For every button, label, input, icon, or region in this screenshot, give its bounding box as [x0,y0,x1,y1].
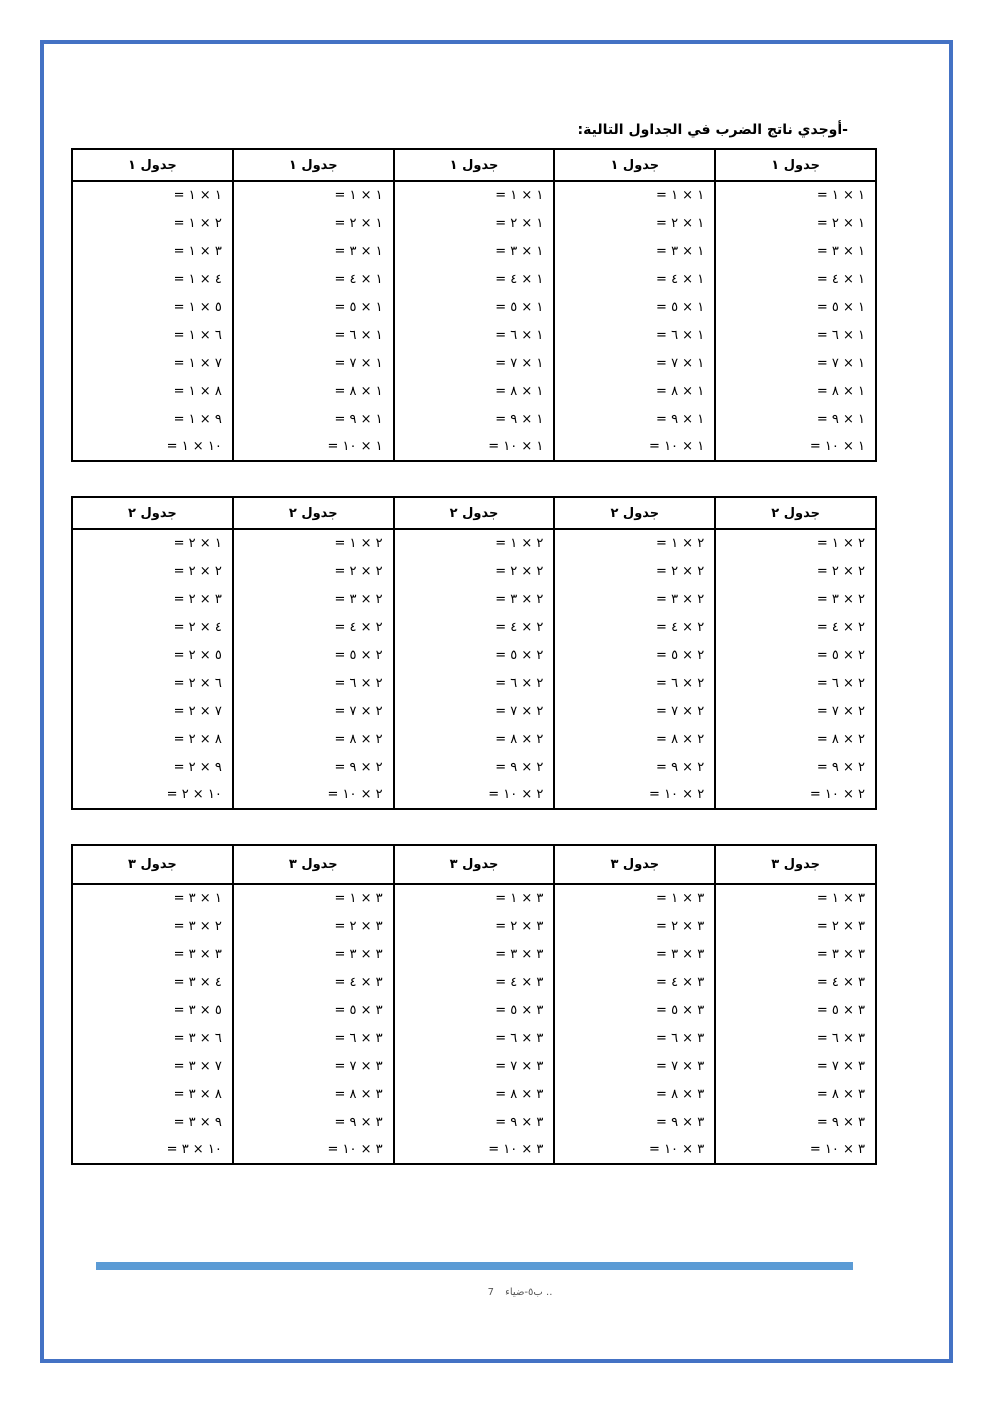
multiplication-cell[interactable]: ١ × ١٠ = [394,433,555,461]
table-header-row [72,845,876,884]
table-row [72,265,876,293]
multiplication-table-2 [71,496,877,810]
table-row [72,968,876,996]
multiplication-cell[interactable]: ٢ × ٩ = [554,753,715,781]
multiplication-cell[interactable]: ٣ × ١ = [715,884,876,912]
multiplication-cell[interactable]: ١٠ × ٢ = [72,781,233,809]
multiplication-cell[interactable]: ٢ × ٢ = [554,557,715,585]
multiplication-cell[interactable]: ٢ × ٦ = [233,669,394,697]
multiplication-cell[interactable]: ١ × ٤ = [394,265,555,293]
multiplication-cell[interactable]: ٢ × ١ = [233,529,394,557]
table-header-cell: جدول ١ [72,149,233,181]
multiplication-cell[interactable]: ٣ × ٢ = [394,912,555,940]
multiplication-cell[interactable]: ٦ × ١ = [72,321,233,349]
multiplication-cell[interactable]: ٣ × ٥ = [233,996,394,1024]
multiplication-cell[interactable]: ١ × ٥ = [233,293,394,321]
multiplication-cell[interactable]: ٣ × ٥ = [394,996,555,1024]
multiplication-cell[interactable]: ٧ × ١ = [72,349,233,377]
multiplication-cell[interactable]: ١ × ٤ = [233,265,394,293]
table-header-cell: جدول ٢ [72,497,233,529]
multiplication-cell[interactable]: ٣ × ٦ = [554,1024,715,1052]
multiplication-cell[interactable]: ٢ × ٣ = [72,912,233,940]
multiplication-cell[interactable]: ٨ × ١ = [72,377,233,405]
multiplication-cell[interactable]: ١ × ٧ = [715,349,876,377]
multiplication-cell[interactable]: ٢ × ٥ = [715,641,876,669]
multiplication-cell[interactable]: ٢ × ١٠ = [233,781,394,809]
multiplication-cell[interactable]: ١ × ١٠ = [554,433,715,461]
multiplication-cell[interactable]: ٣ × ٤ = [394,968,555,996]
multiplication-cell[interactable]: ٨ × ٢ = [72,725,233,753]
table-header-cell: جدول ١ [554,149,715,181]
multiplication-cell[interactable]: ٣ × ٢ = [715,912,876,940]
multiplication-cell[interactable]: ١ × ٩ = [554,405,715,433]
multiplication-cell[interactable]: ١٠ × ١ = [72,433,233,461]
multiplication-cell[interactable]: ٢ × ٢ = [715,557,876,585]
multiplication-cell[interactable]: ٣ × ٧ = [394,1052,555,1080]
table-row [72,697,876,725]
footer-divider [96,1262,853,1270]
table-row [72,912,876,940]
multiplication-cell[interactable]: ٣ × ١ = [394,884,555,912]
table-header-cell: جدول ٣ [554,845,715,884]
table-row [72,1024,876,1052]
multiplication-cell[interactable]: ١ × ٢ = [72,529,233,557]
multiplication-cell[interactable]: ١ × ٤ = [715,265,876,293]
multiplication-cell[interactable]: ٣ × ٦ = [394,1024,555,1052]
multiplication-table-1 [71,148,877,462]
multiplication-cell[interactable]: ١ × ٣ = [554,237,715,265]
multiplication-cell[interactable]: ٩ × ٣ = [72,1108,233,1136]
table-row [72,293,876,321]
multiplication-cell[interactable]: ٩ × ١ = [72,405,233,433]
multiplication-cell[interactable]: ١ × ١٠ = [715,433,876,461]
multiplication-cell[interactable]: ١ × ٥ = [715,293,876,321]
multiplication-cell[interactable]: ٢ × ٥ = [394,641,555,669]
multiplication-cell[interactable]: ١ × ٨ = [233,377,394,405]
multiplication-cell[interactable]: ٣ × ٨ = [715,1080,876,1108]
table-row [72,405,876,433]
table-header-cell: جدول ١ [715,149,876,181]
table-row [72,1136,876,1164]
table-header-cell: جدول ٣ [233,845,394,884]
multiplication-cell[interactable]: ١ × ٩ = [233,405,394,433]
multiplication-cell[interactable]: ١ × ٦ = [715,321,876,349]
multiplication-cell[interactable]: ١ × ٨ = [554,377,715,405]
multiplication-cell[interactable]: ١ × ٧ = [394,349,555,377]
multiplication-cell[interactable]: ٢ × ٢ = [233,557,394,585]
multiplication-cell[interactable]: ٣ × ٣ = [72,940,233,968]
table-header-row [72,497,876,529]
multiplication-cell[interactable]: ١٠ × ٣ = [72,1136,233,1164]
multiplication-cell[interactable]: ٢ × ٨ = [233,725,394,753]
multiplication-cell[interactable]: ١ × ٧ = [233,349,394,377]
multiplication-cell[interactable]: ١ × ٣ = [715,237,876,265]
multiplication-cell[interactable]: ٢ × ٣ = [554,585,715,613]
multiplication-cell[interactable]: ١ × ١٠ = [233,433,394,461]
multiplication-cell[interactable]: ٢ × ٧ = [394,697,555,725]
multiplication-cell[interactable]: ٣ × ٩ = [715,1108,876,1136]
multiplication-cell[interactable]: ٢ × ٧ = [554,697,715,725]
multiplication-cell[interactable]: ١ × ١ = [554,181,715,209]
multiplication-cell[interactable]: ١ × ٨ = [394,377,555,405]
multiplication-cell[interactable]: ٢ × ٦ = [394,669,555,697]
multiplication-cell[interactable]: ٢ × ٨ = [394,725,555,753]
multiplication-cell[interactable]: ٤ × ٢ = [72,613,233,641]
multiplication-cell[interactable]: ٦ × ٢ = [72,669,233,697]
table-row [72,181,876,209]
table-row [72,781,876,809]
multiplication-cell[interactable]: ٢ × ٣ = [715,585,876,613]
multiplication-cell[interactable]: ٢ × ٦ = [715,669,876,697]
multiplication-cell[interactable]: ٢ × ٨ = [715,725,876,753]
multiplication-cell[interactable]: ٨ × ٣ = [72,1080,233,1108]
multiplication-cell[interactable]: ٣ × ٢ = [72,585,233,613]
multiplication-cell[interactable]: ٣ × ١ = [233,884,394,912]
table-header-cell: جدول ٢ [394,497,555,529]
table-header-cell: جدول ١ [233,149,394,181]
multiplication-cell[interactable]: ٣ × ١٠ = [554,1136,715,1164]
multiplication-cell[interactable]: ٧ × ٢ = [72,697,233,725]
multiplication-cell[interactable]: ٦ × ٣ = [72,1024,233,1052]
table-header-row [72,149,876,181]
table-row [72,884,876,912]
table-header-cell: جدول ٢ [554,497,715,529]
table-row [72,209,876,237]
multiplication-cell[interactable]: ٥ × ٢ = [72,641,233,669]
table-row [72,996,876,1024]
multiplication-cell[interactable]: ٢ × ٦ = [554,669,715,697]
multiplication-cell[interactable]: ٢ × ٣ = [233,585,394,613]
multiplication-cell[interactable]: ٣ × ٣ = [394,940,555,968]
table-row [72,377,876,405]
table-row [72,529,876,557]
multiplication-cell[interactable]: ٢ × ١٠ = [715,781,876,809]
page-number: 7 [487,1287,494,1298]
table-row [72,669,876,697]
multiplication-cell[interactable]: ٢ × ٢ = [394,557,555,585]
multiplication-cell[interactable]: ١ × ٢ = [554,209,715,237]
footer [420,1287,620,1298]
multiplication-cell[interactable]: ٣ × ٤ = [715,968,876,996]
instruction-heading: -أوجدي ناتج الضرب في الجداول التالية: [577,122,848,138]
multiplication-cell[interactable]: ٢ × ١ = [715,529,876,557]
multiplication-cell[interactable]: ٢ × ٤ = [394,613,555,641]
multiplication-cell[interactable]: ١ × ١ = [233,181,394,209]
multiplication-cell[interactable]: ٣ × ٩ = [554,1108,715,1136]
multiplication-cell[interactable]: ٣ × ٥ = [715,996,876,1024]
table-row [72,725,876,753]
multiplication-cell[interactable]: ٥ × ١ = [72,293,233,321]
multiplication-cell[interactable]: ٢ × ١٠ = [554,781,715,809]
multiplication-cell[interactable]: ٤ × ١ = [72,265,233,293]
multiplication-cell[interactable]: ٣ × ١٠ = [394,1136,555,1164]
multiplication-cell[interactable]: ٢ × ٤ = [715,613,876,641]
multiplication-cell[interactable]: ٢ × ٩ = [233,753,394,781]
table-header-cell: جدول ٣ [715,845,876,884]
multiplication-cell[interactable]: ٣ × ١ = [72,237,233,265]
multiplication-cell[interactable]: ٣ × ٨ = [554,1080,715,1108]
multiplication-cell[interactable]: ١ × ٨ = [715,377,876,405]
multiplication-cell[interactable]: ١ × ٢ = [233,209,394,237]
table-row [72,433,876,461]
table-header-cell: جدول ٢ [233,497,394,529]
multiplication-cell[interactable]: ١ × ٣ = [394,237,555,265]
multiplication-cell[interactable]: ١ × ١ = [715,181,876,209]
multiplication-cell[interactable]: ١ × ٧ = [554,349,715,377]
multiplication-cell[interactable]: ٣ × ٨ = [394,1080,555,1108]
multiplication-table-3 [71,844,877,1165]
multiplication-cell[interactable]: ٢ × ١ = [72,209,233,237]
multiplication-cell[interactable]: ٢ × ٧ = [715,697,876,725]
multiplication-cell[interactable]: ٣ × ٩ = [233,1108,394,1136]
multiplication-cell[interactable]: ٣ × ٧ = [233,1052,394,1080]
multiplication-cell[interactable]: ٢ × ٢ = [72,557,233,585]
table-row [72,1108,876,1136]
table-row [72,557,876,585]
multiplication-cell[interactable]: ٣ × ٧ = [715,1052,876,1080]
multiplication-cell[interactable]: ٥ × ٣ = [72,996,233,1024]
table-row [72,753,876,781]
multiplication-cell[interactable]: ٧ × ٣ = [72,1052,233,1080]
table-row [72,321,876,349]
multiplication-cell[interactable]: ١ × ٥ = [394,293,555,321]
footer-label: ب٥-ضياء .. [505,1287,553,1298]
table-row [72,349,876,377]
table-header-cell: جدول ٢ [715,497,876,529]
multiplication-cell[interactable]: ١ × ٣ = [233,237,394,265]
multiplication-cell[interactable]: ٣ × ١٠ = [233,1136,394,1164]
multiplication-cell[interactable]: ١ × ٣ = [72,884,233,912]
multiplication-cell[interactable]: ٢ × ١ = [554,529,715,557]
multiplication-cell[interactable]: ٢ × ٤ = [554,613,715,641]
multiplication-cell[interactable]: ٤ × ٣ = [72,968,233,996]
table-row [72,585,876,613]
multiplication-cell[interactable]: ١ × ٤ = [554,265,715,293]
multiplication-cell[interactable]: ٣ × ٥ = [554,996,715,1024]
multiplication-cell[interactable]: ٣ × ٩ = [394,1108,555,1136]
multiplication-cell[interactable]: ٢ × ١٠ = [394,781,555,809]
table-header-cell: جدول ٣ [72,845,233,884]
multiplication-cell[interactable]: ١ × ٢ = [394,209,555,237]
multiplication-cell[interactable]: ٩ × ٢ = [72,753,233,781]
multiplication-cell[interactable]: ٢ × ٤ = [233,613,394,641]
multiplication-cell[interactable]: ٣ × ١٠ = [715,1136,876,1164]
multiplication-cell[interactable]: ٣ × ٦ = [233,1024,394,1052]
multiplication-cell[interactable]: ١ × ٦ = [554,321,715,349]
multiplication-cell[interactable]: ٢ × ٣ = [394,585,555,613]
table-row [72,237,876,265]
multiplication-cell[interactable]: ٣ × ٤ = [233,968,394,996]
multiplication-cell[interactable]: ٣ × ١ = [554,884,715,912]
table-header-cell: جدول ١ [394,149,555,181]
table-header-cell: جدول ٣ [394,845,555,884]
multiplication-cell[interactable]: ٢ × ٥ = [554,641,715,669]
multiplication-cell[interactable]: ٣ × ٣ = [715,940,876,968]
table-row [72,641,876,669]
multiplication-cell[interactable]: ١ × ٩ = [394,405,555,433]
multiplication-cell[interactable]: ١ × ٢ = [715,209,876,237]
multiplication-cell[interactable]: ٢ × ٩ = [715,753,876,781]
table-row [72,1052,876,1080]
multiplication-cell[interactable]: ٢ × ١ = [394,529,555,557]
multiplication-cell[interactable]: ١ × ٦ = [394,321,555,349]
multiplication-cell[interactable]: ١ × ٦ = [233,321,394,349]
table-row [72,940,876,968]
multiplication-cell[interactable]: ٢ × ٨ = [554,725,715,753]
multiplication-cell[interactable]: ١ × ٥ = [554,293,715,321]
multiplication-cell[interactable]: ١ × ٩ = [715,405,876,433]
multiplication-cell[interactable]: ٢ × ٩ = [394,753,555,781]
multiplication-cell[interactable]: ٣ × ٣ = [554,940,715,968]
multiplication-cell[interactable]: ٣ × ٦ = [715,1024,876,1052]
multiplication-cell[interactable]: ٢ × ٥ = [233,641,394,669]
table-row [72,613,876,641]
multiplication-cell[interactable]: ١ × ١ = [394,181,555,209]
multiplication-cell[interactable]: ٣ × ٣ = [233,940,394,968]
multiplication-cell[interactable]: ٣ × ٧ = [554,1052,715,1080]
multiplication-cell[interactable]: ١ × ١ = [72,181,233,209]
multiplication-cell[interactable]: ٣ × ٢ = [554,912,715,940]
multiplication-cell[interactable]: ٣ × ٤ = [554,968,715,996]
multiplication-cell[interactable]: ٣ × ٢ = [233,912,394,940]
multiplication-cell[interactable]: ٢ × ٧ = [233,697,394,725]
table-row [72,1080,876,1108]
multiplication-cell[interactable]: ٣ × ٨ = [233,1080,394,1108]
